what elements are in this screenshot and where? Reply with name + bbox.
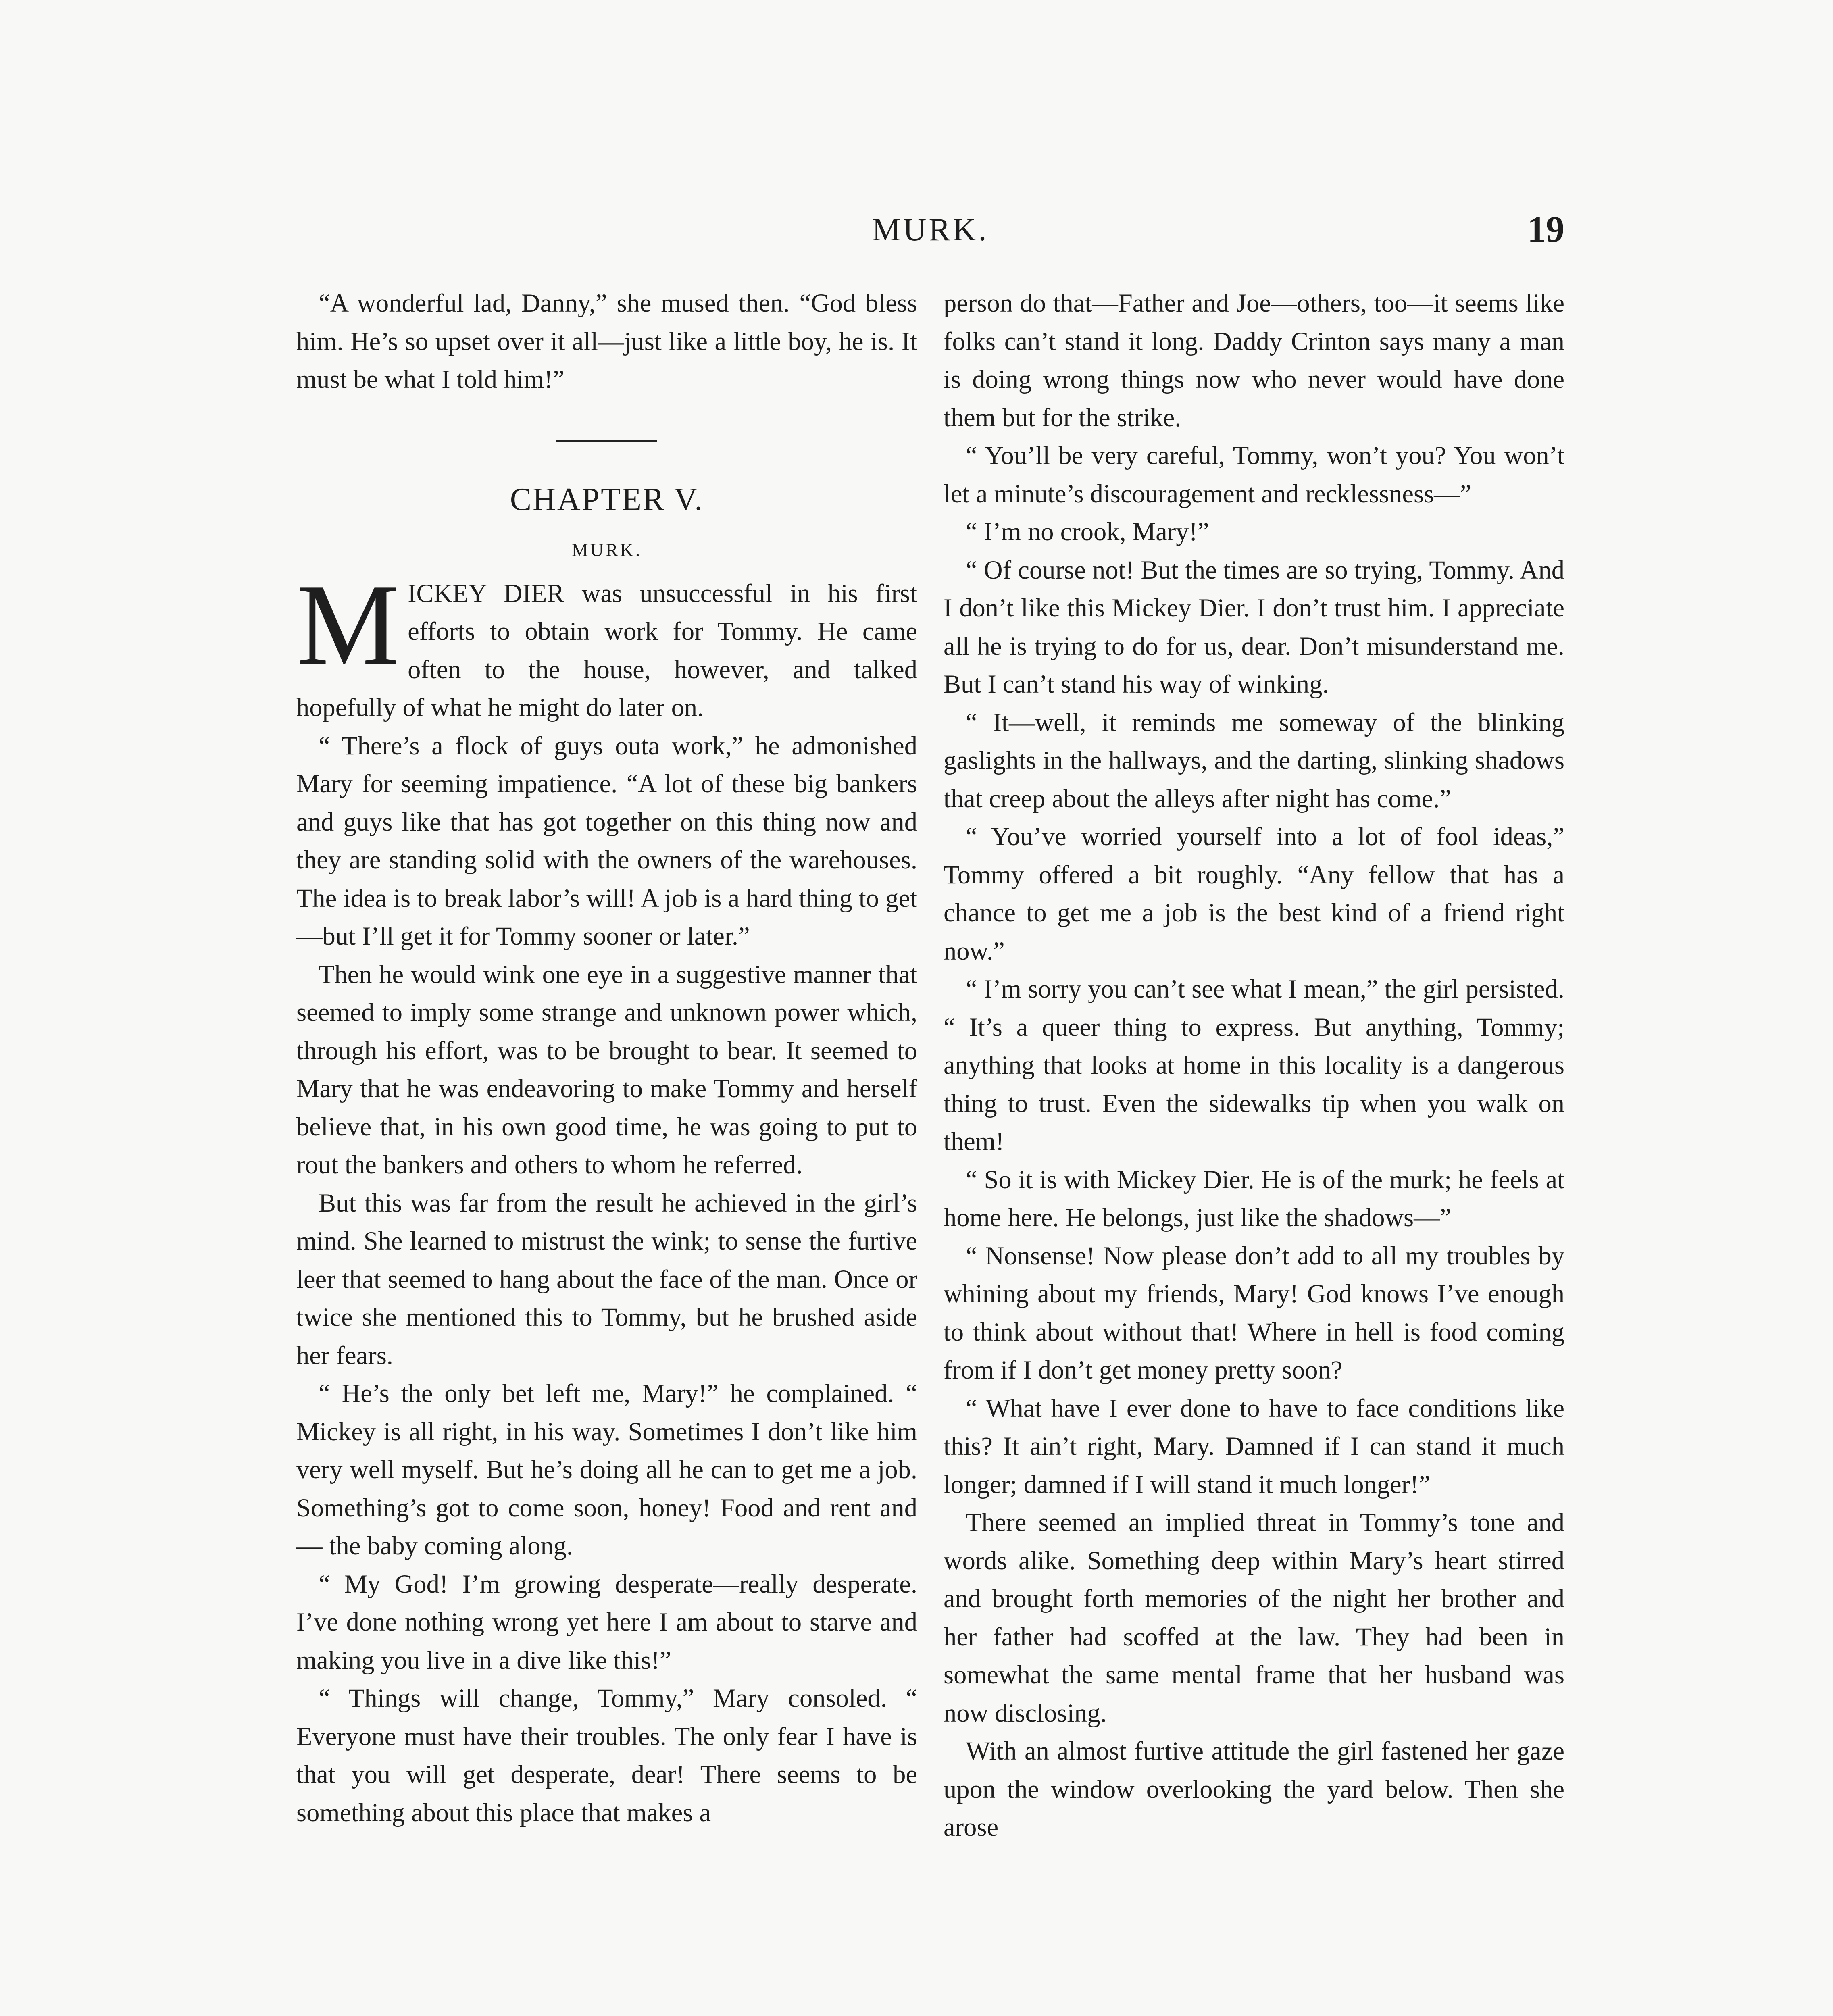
chapter-first-paragraph [296, 560, 917, 727]
paragraph: “ He’s the only bet left me, Mary!” he complained. “ Mickey is all right, in his way. Sometimes I don’t like him very well myself. But he’s doing all he can to get me a job. Something’s got to come soon, honey! Food and rent and — the baby coming along. [296, 1379, 917, 1560]
paragraph: “ My God! I’m growing desperate—really desperate. I’ve done nothing wrong yet here I am about to starve and making you live in a dive like this!” [296, 1569, 917, 1674]
continuation-paragraph: person do that—Father and Joe—others, too—it seems like folks can’t stand it long. Daddy Crinton says many a man is doing wrong things now who never would have done them but for the strike. [944, 289, 1564, 432]
paragraph: There seemed an implied threat in Tommy’s tone and words alike. Something deep within Mary’s heart stirred and brought forth memories of the night her brother and her father had scoffed at the law. They had been in somewhat the same mental frame that her husband was now disclosing. [944, 1508, 1564, 1727]
paragraph: “ Of course not! But the times are so trying, Tommy. And I don’t like this Mickey Dier. I don’t trust him. I appreciate all he is trying to do for us, dear. Don’t misunderstand me. But I can’t stand his way of winking. [944, 555, 1564, 698]
running-head [296, 208, 1564, 256]
first-paragraph-text: ICKEY DIER was unsuccessful in his first efforts to obtain work for Tommy. He came often to the house, however, and talked hopefully of what he might do later on. [296, 579, 917, 722]
paragraph: “ Things will change, Tommy,” Mary consoled. “ Everyone must have their troubles. The only fear I have is that you will get desperate, dear! There seems to be something about this place that makes a [296, 1684, 917, 1827]
left-column [296, 284, 917, 1832]
paragraph: Then he would wink one eye in a suggestive manner that seemed to imply some strange and unknown power which, through his effort, was to be brought to bear. It seemed to Mary that he was endeavoring to make Tommy and herself believe that, in his own good time, he was going to put to rout the bankers and others to whom he referred. [296, 960, 917, 1179]
chapter-title: CHAPTER V. [510, 481, 704, 517]
paragraph: “ Nonsense! Now please don’t add to all my troubles by whining about my friends, Mary! God knows I’ve enough to think about without that! Where in hell is food coming from if I don’t get money pretty soon? [944, 1241, 1564, 1384]
page-number: 19 [1527, 208, 1564, 250]
running-title: MURK. [872, 212, 989, 248]
paragraph: But this was far from the result he achieved in the girl’s mind. She learned to mistrust the wink; to sense the furtive leer that seemed to hang about the face of the man. Once or twice she mentioned this to Tommy, but he brushed aside her fears. [296, 1188, 917, 1370]
paragraph: “ You’ll be very careful, Tommy, won’t you? You won’t let a minute’s discouragement and recklessness—” [944, 441, 1564, 508]
paragraph: “ There’s a flock of guys outa work,” he admonished Mary for seeming impatience. “A lot of these big bankers and guys like that has got together on this thing now and they are standing solid with the owners of the warehouses. The idea is to break labor’s will! A job is a hard thing to get—but I’ll get it for Tommy sooner or later.” [296, 731, 917, 950]
opening-paragraph: “A wonderful lad, Danny,” she mused then. “God bless him. He’s so upset over it all—just like a little boy, he is. It must be what I told him!” [296, 289, 917, 394]
chapter-divider-rule [556, 440, 657, 442]
paragraph: “ So it is with Mickey Dier. He is of the murk; he feels at home here. He belongs, just like the shadows—” [944, 1165, 1564, 1232]
paragraph: “ You’ve worried yourself into a lot of fool ideas,” Tommy offered a bit roughly. “Any fellow that has a chance to get me a job is the best kind of a friend right now.” [944, 822, 1564, 965]
paragraph: With an almost furtive attitude the girl fastened her gaze upon the window overlooking the yard below. Then she arose [944, 1737, 1564, 1841]
paragraph: “ It—well, it reminds me someway of the blinking gaslights in the hallways, and the darting, slinking shadows that creep about the alleys after night has come.” [944, 708, 1564, 813]
paragraph: “ I’m no crook, Mary!” [966, 517, 1209, 546]
chapter-subtitle: MURK. [571, 539, 642, 560]
right-column [944, 284, 1564, 1847]
paragraph: “ What have I ever done to have to face conditions like this? It ain’t right, Mary. Damned if I can stand it much longer; damned if I will stand it much longer!” [944, 1393, 1564, 1499]
drop-cap: M [296, 560, 400, 689]
paragraph: “ I’m sorry you can’t see what I mean,” the girl persisted. “ It’s a queer thing to express. But anything, Tommy; anything that looks at home in this locality is a dangerous thing to trust. Even the sidewalks tip when you walk on them! [944, 975, 1564, 1156]
